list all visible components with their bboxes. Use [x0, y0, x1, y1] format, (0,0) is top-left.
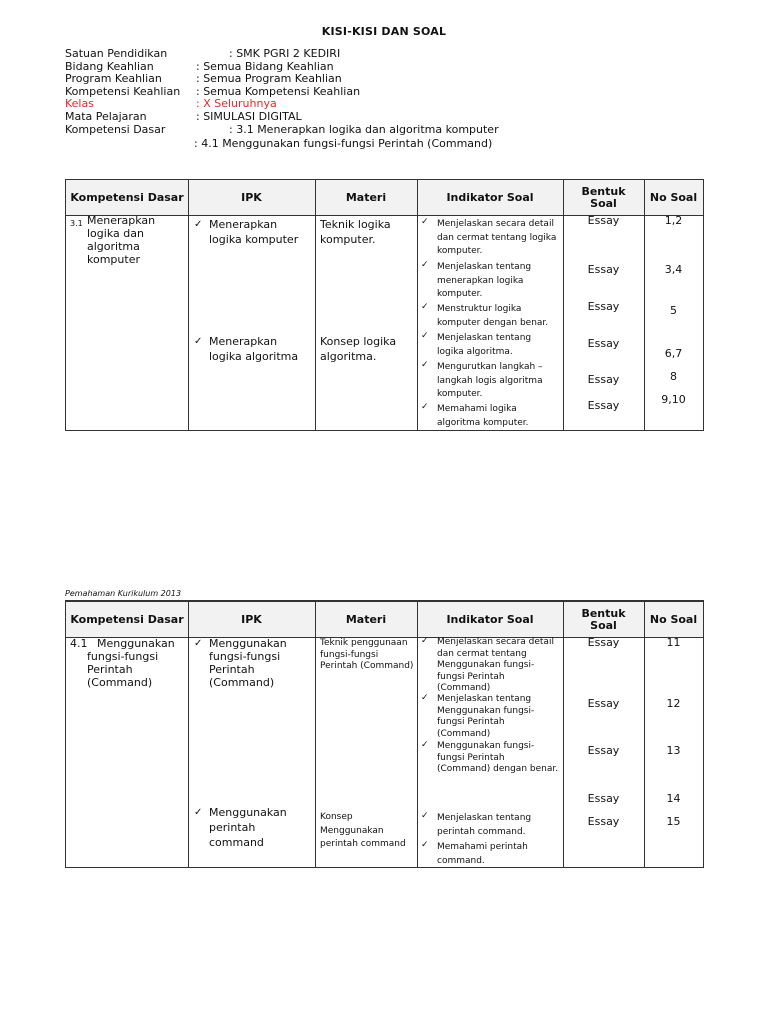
- indikator-item: Menggunakan fungsi-fungsi Perintah (Command) dengan benar.: [437, 741, 559, 774]
- indikator-item: Mengurutkan langkah – langkah logis algoritma komputer.: [437, 362, 543, 399]
- no-soal-item: 12: [666, 697, 681, 710]
- bentuk-item: Essay: [587, 636, 620, 649]
- kd-text: Menggunakan fungsi-fungsi Perintah (Command): [87, 637, 175, 689]
- info-label: Program Keahlian: [65, 72, 162, 86]
- info-value: : X Seluruhnya: [196, 97, 277, 111]
- info-block: [65, 48, 725, 158]
- no-soal-item: 5: [670, 304, 677, 317]
- check-icon: ✓: [421, 402, 429, 412]
- header-bentuk-soal: Bentuk Soal: [581, 606, 626, 632]
- bentuk-item: Essay: [587, 815, 620, 828]
- bentuk-item: Essay: [587, 337, 620, 350]
- check-icon: ✓: [194, 807, 203, 818]
- page-caption: Pemahaman Kurikulum 2013: [65, 589, 182, 598]
- no-soal-item: 8: [670, 370, 677, 383]
- check-icon: ✓: [421, 260, 429, 270]
- info-value: : Semua Kompetensi Keahlian: [196, 84, 361, 98]
- check-icon: ✓: [421, 217, 429, 227]
- info-label: Mata Pelajaran: [65, 110, 147, 123]
- info-label: Satuan Pendidikan: [65, 47, 168, 60]
- ipk-item: Menggunakan fungsi-fungsi Perintah (Command): [209, 637, 287, 689]
- materi-item: Teknik logika komputer.: [320, 218, 391, 246]
- bentuk-item: Essay: [587, 744, 620, 757]
- indikator-item: Menstruktur logika komputer dengan benar.: [437, 304, 549, 328]
- check-icon: ✓: [194, 638, 203, 649]
- info-label: Kelas: [65, 97, 94, 111]
- header-no-soal: No Soal: [649, 612, 698, 626]
- check-icon: ✓: [421, 331, 429, 341]
- header-materi: Materi: [345, 190, 387, 204]
- info-value: : Semua Bidang Keahlian: [196, 59, 334, 73]
- no-soal-item: 9,10: [661, 393, 686, 406]
- ipk-item: Menerapkan logika komputer: [209, 218, 299, 246]
- kisi-table-2: [65, 600, 704, 868]
- bentuk-item: Essay: [587, 263, 620, 276]
- kd-text: Menerapkan logika dan algoritma komputer: [87, 214, 156, 266]
- indikator-item: Menjelaskan tentang menerapkan logika komputer.: [437, 262, 532, 299]
- indikator-item: Memahami logika algoritma komputer.: [437, 404, 529, 428]
- bentuk-item: Essay: [587, 300, 620, 313]
- no-soal-item: 15: [666, 815, 681, 828]
- check-icon: ✓: [194, 336, 203, 347]
- bentuk-item: Essay: [587, 399, 620, 412]
- check-icon: ✓: [421, 693, 429, 703]
- materi-item: Konsep Menggunakan perintah command: [320, 812, 406, 849]
- info-label: Kompetensi Keahlian: [65, 84, 181, 98]
- info-label: Kompetensi Dasar: [65, 122, 166, 136]
- bentuk-item: Essay: [587, 697, 620, 710]
- info-value: : 3.1 Menerapkan logika dan algoritma komputer: [229, 122, 499, 136]
- indikator-item: Menjelaskan secara detail dan cermat tentang Menggunakan fungsi-fungsi Perintah (Command): [437, 637, 554, 693]
- bentuk-item: Essay: [587, 214, 620, 227]
- no-soal-item: 13: [666, 744, 681, 757]
- info-value: : SMK PGRI 2 KEDIRI: [229, 47, 341, 60]
- header-bentuk-soal: Bentuk Soal: [581, 184, 626, 210]
- table-header: [66, 180, 703, 216]
- ipk-item: Menggunakan perintah command: [209, 806, 287, 849]
- check-icon: ✓: [421, 740, 429, 750]
- header-no-soal: No Soal: [649, 190, 698, 204]
- indikator-item: Menjelaskan tentang logika algoritma.: [437, 333, 532, 357]
- table-header: [66, 602, 703, 638]
- check-icon: ✓: [421, 360, 429, 370]
- bentuk-item: Essay: [587, 792, 620, 805]
- materi-item: Konsep logika algoritma.: [320, 335, 397, 363]
- header-indikator-soal: Indikator Soal: [446, 190, 534, 204]
- check-icon: ✓: [421, 302, 429, 312]
- indikator-item: Menjelaskan tentang perintah command.: [437, 813, 532, 837]
- materi-item: Teknik penggunaan fungsi-fungsi Perintah (Command): [320, 638, 414, 671]
- no-soal-item: 14: [666, 792, 681, 805]
- indikator-item: Menjelaskan tentang Menggunakan fungsi-fungsi Perintah (Command): [437, 694, 535, 739]
- document-title: KISI-KISI DAN SOAL: [321, 25, 447, 38]
- check-icon: ✓: [194, 219, 203, 230]
- info-value: : Semua Program Keahlian: [196, 72, 342, 86]
- no-soal-item: 11: [666, 636, 681, 649]
- header-kompetensi-dasar: Kompetensi Dasar: [70, 612, 184, 626]
- info-value: : SIMULASI DIGITAL: [196, 110, 302, 123]
- no-soal-item: 3,4: [664, 263, 683, 276]
- check-icon: ✓: [421, 840, 429, 850]
- header-ipk: IPK: [241, 612, 262, 626]
- info-value: : 4.1 Menggunakan fungsi-fungsi Perintah (Command): [194, 137, 493, 150]
- indikator-item: Memahami perintah command.: [437, 842, 528, 866]
- bentuk-item: Essay: [587, 373, 620, 386]
- header-kompetensi-dasar: Kompetensi Dasar: [70, 190, 184, 204]
- info-label: Bidang Keahlian: [65, 59, 154, 73]
- header-materi: Materi: [345, 612, 387, 626]
- no-soal-item: 6,7: [664, 347, 683, 360]
- check-icon: ✓: [421, 811, 429, 821]
- no-soal-item: 1,2: [664, 214, 683, 227]
- kd-number: 4.1: [70, 637, 88, 650]
- kisi-table-1: [65, 179, 704, 431]
- check-icon: ✓: [421, 636, 429, 646]
- header-ipk: IPK: [241, 190, 262, 204]
- header-indikator-soal: Indikator Soal: [446, 612, 534, 626]
- ipk-item: Menerapkan logika algoritma: [209, 335, 299, 363]
- indikator-item: Menjelaskan secara detail dan cermat tentang logika komputer.: [437, 219, 557, 256]
- kd-number: 3.1: [70, 219, 83, 228]
